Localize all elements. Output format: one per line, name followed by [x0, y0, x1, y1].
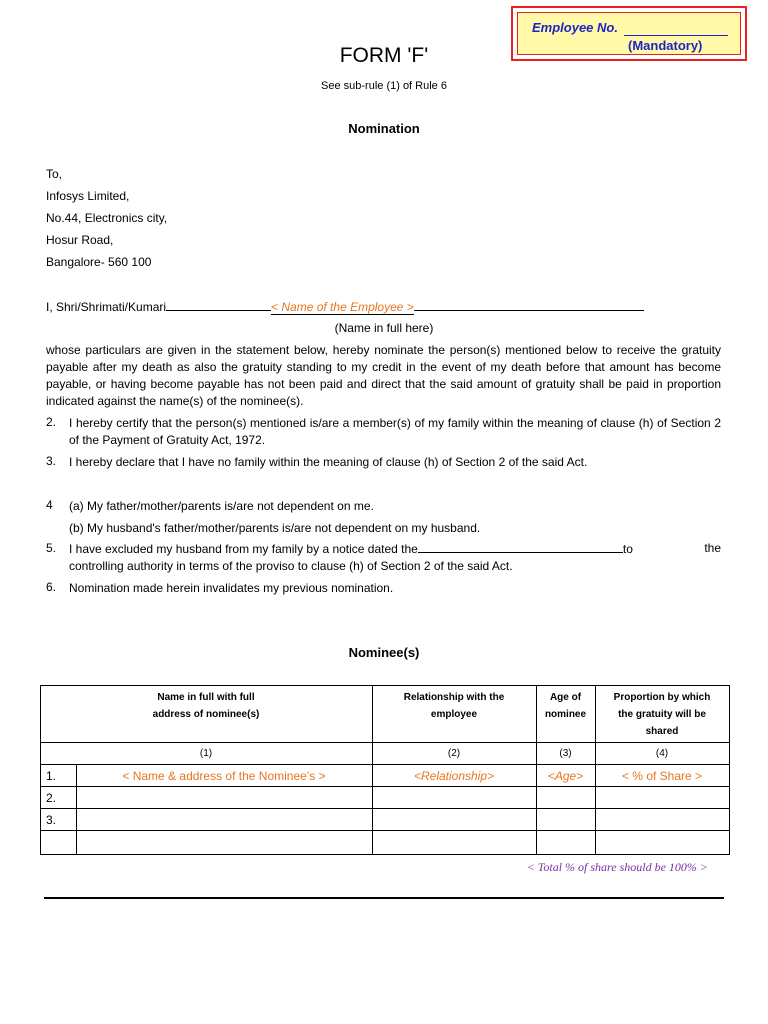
item-4-number: 4: [46, 498, 53, 512]
address-line-3: Hosur Road,: [46, 233, 114, 247]
form-title: FORM 'F': [339, 44, 429, 67]
item-5-line-1: [69, 541, 721, 556]
employee-number-mandatory: (Mandatory): [628, 38, 703, 53]
nominee-name-cell[interactable]: < Name & address of the Nominee’s >: [122, 769, 326, 783]
nominees-heading: Nominee(s): [348, 645, 420, 660]
header-age: Age of nominee: [544, 692, 587, 720]
address-to: To,: [46, 167, 63, 181]
item-2-text: I hereby certify that the person(s) mentioned is/are a member(s) of my family within the meaning of clause (h) of Section 2 of the Payment of Gratuity Act, 1972.: [69, 416, 721, 447]
address-line-1: Infosys Limited,: [46, 189, 130, 203]
bottom-rule: [44, 897, 724, 899]
col-number-2: (2): [447, 748, 461, 759]
item-4b-text: (b) My husband's father/mother/parents is/are not dependent on my husband.: [69, 521, 481, 535]
row-3-number: 3.: [46, 813, 57, 827]
item-5-text-b: controlling authority in terms of the proviso to clause (h) of Section 2 of the said Act.: [69, 559, 513, 573]
name-hint: (Name in full here): [334, 321, 434, 335]
employee-name-underline-end: [414, 299, 644, 311]
item-2-number: 2.: [46, 415, 57, 429]
item-5-text-a: I have excluded my husband from my family by a notice dated the: [69, 542, 418, 556]
employee-number-label: Employee No.: [532, 20, 618, 35]
header-proportion: Proportion by which the gratuity will be shared: [613, 692, 711, 737]
address-line-4: Bangalore- 560 100: [46, 255, 152, 269]
item-4a-text: (a) My father/mother/parents is/are not dependent on me.: [69, 499, 374, 513]
nominees-table: [40, 685, 730, 855]
employee-number-field[interactable]: [624, 35, 728, 36]
row-1-number: 1.: [46, 769, 57, 783]
total-share-note: < Total % of share should be 100% >: [526, 860, 708, 874]
employee-name-underline: [166, 299, 271, 311]
form-heading: Nomination: [348, 121, 420, 136]
declaration-prefix: I, Shri/Shrimati/Kumari: [46, 300, 167, 314]
item-5-number: 5.: [46, 541, 57, 555]
form-subtitle: See sub-rule (1) of Rule 6: [321, 80, 447, 92]
item-6-number: 6.: [46, 580, 57, 594]
item-3-text: I hereby declare that I have no family within the meaning of clause (h) of Section 2 of the said Act.: [69, 455, 588, 469]
col-number-3: (3): [559, 748, 572, 759]
age-cell[interactable]: <Age>: [547, 769, 584, 783]
declaration-line: [46, 299, 644, 314]
declaration-body: whose particulars are given in the statement below, hereby nominate the person(s) mentioned below to receive the gratuity payable after my death as also the gratuity standing to my credit in the event of my death before that amount has become payable, or having become payable has not been paid and direct that the said amount of gratuity shall be paid in proportion indicated against the name(s) of the nominee(s).: [46, 343, 721, 408]
header-relationship: Relationship with the employee: [403, 692, 505, 720]
relationship-cell[interactable]: <Relationship>: [413, 769, 495, 783]
item-6-text: Nomination made herein invalidates my previous nomination.: [69, 581, 394, 595]
notice-date-field[interactable]: [418, 541, 623, 553]
col-number-4: (4): [655, 748, 669, 759]
employee-name-placeholder[interactable]: < Name of the Employee >: [271, 300, 414, 314]
row-2-number: 2.: [46, 791, 57, 805]
share-cell[interactable]: < % of Share >: [621, 769, 703, 783]
item-5-the: the: [704, 541, 721, 555]
address-line-2: No.44, Electronics city,: [46, 211, 168, 225]
item-5-to: to: [622, 542, 633, 556]
col-number-1: (1): [199, 748, 213, 759]
header-name: Name in full with full address of nominee(s): [152, 692, 260, 720]
item-3-number: 3.: [46, 454, 57, 468]
